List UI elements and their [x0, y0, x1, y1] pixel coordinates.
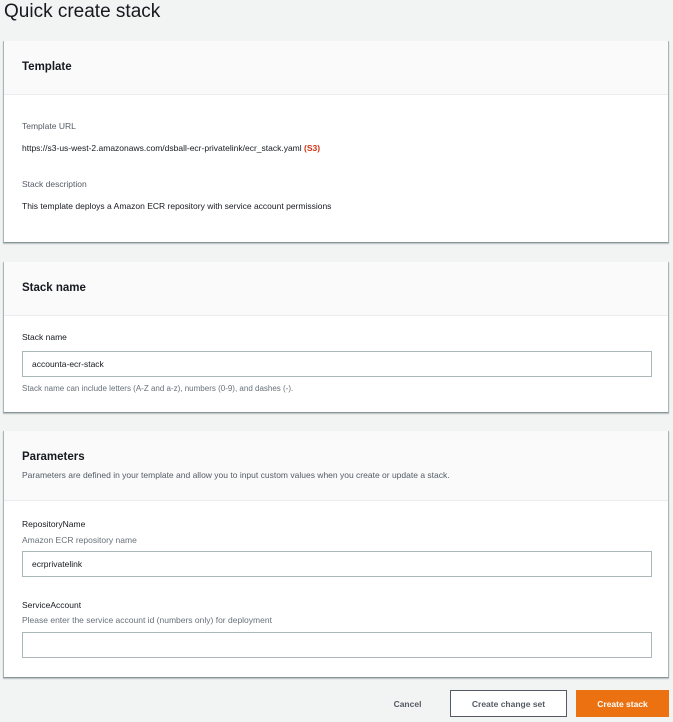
stack-name-panel — [3, 262, 669, 413]
stack-name-input[interactable] — [22, 351, 652, 377]
parameter-name-service-account: ServiceAccount — [22, 600, 82, 610]
stack-description-label: Stack description — [22, 179, 87, 189]
parameters-panel-description: Parameters are defined in your template and allow you to input custom values when you create or update a stack. — [22, 470, 450, 480]
template-panel-title: Template — [22, 61, 72, 73]
template-url-row — [22, 143, 320, 153]
stack-name-panel-header — [4, 262, 668, 316]
stack-description-value: This template deploys a Amazon ECR repository with service account permissions — [22, 201, 332, 211]
parameters-panel-title: Parameters — [22, 451, 85, 463]
parameters-panel — [3, 431, 669, 678]
service-account-input[interactable] — [22, 632, 652, 658]
parameter-description-service-account: Please enter the service account id (numbers only) for deployment — [22, 615, 272, 625]
stack-name-panel-title: Stack name — [22, 282, 86, 294]
repository-name-input[interactable] — [22, 551, 652, 577]
parameter-name-repository: RepositoryName — [22, 519, 86, 529]
template-url-value: https://s3-us-west-2.amazonaws.com/dsball-ecr-privatelink/ecr_stack.yaml — [22, 143, 302, 153]
stack-name-label: Stack name — [22, 332, 67, 342]
stack-name-hint: Stack name can include letters (A-Z and a-z), numbers (0-9), and dashes (-). — [22, 384, 294, 393]
form-actions — [0, 690, 673, 717]
template-panel-header — [4, 41, 668, 95]
s3-badge: (S3) — [304, 143, 321, 153]
template-panel — [3, 41, 669, 243]
create-stack-button[interactable]: Create stack — [576, 690, 669, 717]
template-url-label: Template URL — [22, 121, 76, 131]
cancel-button[interactable]: Cancel — [380, 690, 435, 717]
page-title: Quick create stack — [4, 1, 161, 22]
parameters-panel-header — [4, 431, 668, 501]
create-change-set-button[interactable]: Create change set — [450, 690, 567, 717]
parameter-description-repository: Amazon ECR repository name — [22, 535, 137, 545]
